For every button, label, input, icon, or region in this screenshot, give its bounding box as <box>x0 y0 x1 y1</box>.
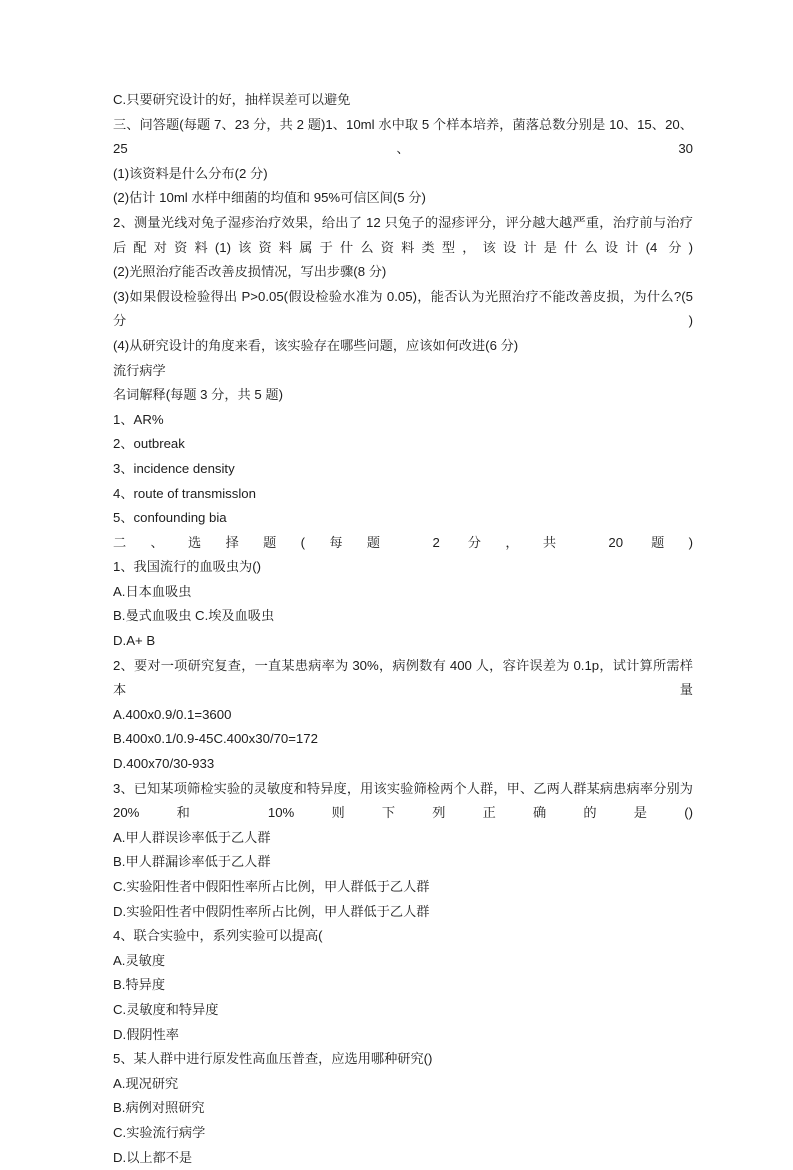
text-line: A.灵敏度 <box>113 952 166 968</box>
text-line: 3、incidence density <box>113 460 235 476</box>
text-line: A.现况研究 <box>113 1075 179 1091</box>
text-line: (2)光照治疗能否改善皮损情况，写出步骤(8 分) <box>113 264 387 280</box>
text-line: 1、我国流行的血吸虫为() <box>113 559 261 575</box>
text-line: (2)估计 10ml 水样中细菌的均值和 95%可信区间(5 分) <box>113 190 426 206</box>
text-line: 2、要对一项研究复查，一直某患病率为 30%，病例数有 400 人，容许误差为 0.1p，试计算所需样本量 <box>113 657 693 698</box>
text-line: 4、联合实验中，系列实验可以提高( <box>113 928 323 944</box>
text-line: B.病例对照研究 <box>113 1100 205 1116</box>
text-line: A.甲人群误诊率低于乙人群 <box>113 829 271 845</box>
text-line: 二、选择题(每题 2 分，共 20 题) <box>113 534 693 550</box>
text-line: B.曼式血吸虫 C.埃及血吸虫 <box>113 608 275 624</box>
text-line: B.甲人群漏诊率低于乙人群 <box>113 854 271 870</box>
text-line: 1、AR% <box>113 411 164 427</box>
text-line: (4)从研究设计的角度来看，该实验存在哪些问题，应该如何改进(6 分) <box>113 337 519 353</box>
text-line: D.400x70/30-933 <box>113 756 215 772</box>
text-line: 2、测量光线对兔子湿疹治疗效果，给出了 12 只兔子的湿疹评分，评分越大越严重，治疗前与治疗后配对资料(1)该资料属于什么资料类型，该设计是什么设计(4 分) <box>113 214 693 255</box>
text-line: 5、confounding bia <box>113 510 227 526</box>
document-body <box>113 88 697 1170</box>
text-line: B.400x0.1/0.9-45C.400x30/70=172 <box>113 731 318 747</box>
text-line: 3、已知某项筛检实验的灵敏度和特异度，用该实验筛检两个人群，甲、乙两人群某病患病率分别为 20%和 10%则下列正确的是() <box>113 780 697 821</box>
text-line: D.假阴性率 <box>113 1026 179 1042</box>
text-line: 5、某人群中进行原发性高血压普查，应选用哪种研究() <box>113 1051 433 1067</box>
text-line: C.只要研究设计的好，抽样误差可以避免 <box>113 92 351 107</box>
text-line: B.特异度 <box>113 977 166 993</box>
text-line: 名词解释(每题 3 分，共 5 题) <box>113 387 283 403</box>
text-line: 2、outbreak <box>113 436 185 452</box>
text-line: 三、问答题(每题 7、23 分，共 2 题)1、10ml 水中取 5 个样本培养，菌落总数分别是 10、15、20、25、30 <box>113 116 693 157</box>
text-line: D.实验阳性者中假阴性率所占比例，甲人群低于乙人群 <box>113 903 430 919</box>
text-line: 4、route of transmisslon <box>113 485 256 501</box>
text-line: (3)如果假设检验得出 P>0.05(假设检验水准为 0.05)，能否认为光照治疗不能改善皮损，为什么?(5 分) <box>113 288 697 329</box>
text-line: C.灵敏度和特异度 <box>113 1001 219 1017</box>
text-line: (1)该资料是什么分布(2 分) <box>113 165 268 181</box>
text-line: C.实验阳性者中假阳性率所占比例，甲人群低于乙人群 <box>113 879 430 894</box>
text-line: D.A+ B <box>113 633 156 649</box>
text-line: 流行病学 <box>113 362 166 378</box>
text-line: A.日本血吸虫 <box>113 583 192 599</box>
text-line: C.实验流行病学 <box>113 1124 206 1140</box>
text-line: A.400x0.9/0.1=3600 <box>113 706 232 722</box>
text-line: D.以上都不是 <box>113 1149 193 1165</box>
